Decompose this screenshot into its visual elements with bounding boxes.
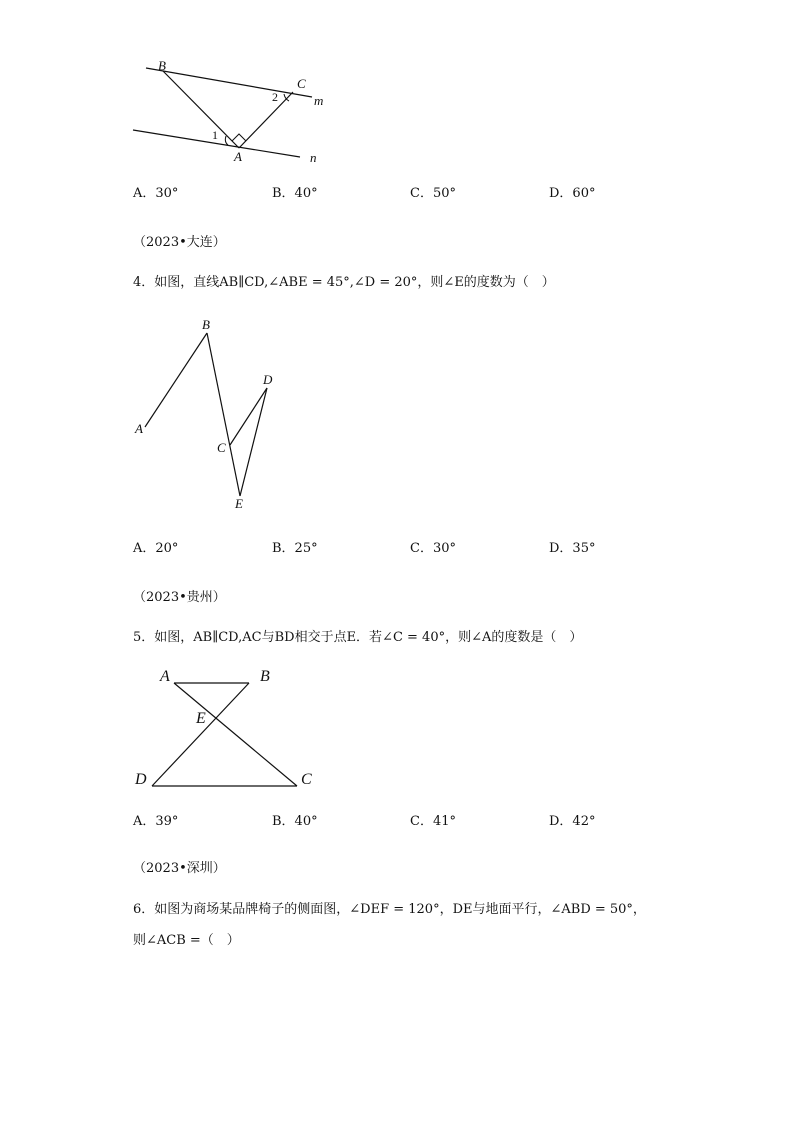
q3-label-b: B [158,58,166,73]
q6-source: （2023•深圳） [133,861,226,876]
q3-option-b: B．40° [272,186,318,201]
q5-option-d: D．42° [549,814,596,829]
q3-label-n: n [310,150,317,165]
q3-label-2: 2 [272,90,278,104]
q5-option-a: A．39° [133,814,179,829]
segment-ac [174,683,297,786]
q4-label-b: B [202,317,210,332]
q4-label-a: A [135,421,143,436]
q5-label-b: B [260,668,270,685]
q6-question-line-1: 6．如图为商场某品牌椅子的侧面图，∠DEF = 120°，DE与地面平行，∠ABD = 50°， [133,902,646,917]
q4-option-c: C．30° [410,541,456,556]
q6-question-line-2: 则∠ACB =（ ） [133,933,240,948]
q5-question-text: 5．如图，AB∥CD,AC与BD相交于点E．若∠C = 40°，则∠A的度数是（ ） [133,630,583,645]
q5-label-d: D [135,771,147,788]
q4-source: （2023•大连） [133,235,226,250]
q4-label-c: C [217,440,226,455]
q3-option-a: A．30° [133,186,179,201]
q4-question-text: 4．如图，直线AB∥CD,∠ABE = 45°,∠D = 20°，则∠E的度数为（ ） [133,275,555,290]
q3-label-c: C [297,76,306,91]
q5-label-a: A [160,668,170,685]
q4-option-b: B．25° [272,541,318,556]
q4-option-d: D．35° [549,541,596,556]
q3-option-d: D．60° [549,186,596,201]
q4-label-e: E [235,496,243,511]
q5-source: （2023•贵州） [133,590,226,605]
q5-label-c: C [301,771,312,788]
q3-label-a: A [234,149,242,164]
segment-bd [152,683,249,786]
q5-option-b: B．40° [272,814,318,829]
q3-label-m: m [314,93,324,108]
q5-option-c: C．41° [410,814,456,829]
q4-option-a: A．20° [133,541,179,556]
q3-label-1: 1 [212,128,218,142]
q5-label-e: E [196,710,206,727]
q3-option-c: C．50° [410,186,456,201]
q4-label-d: D [263,372,273,387]
